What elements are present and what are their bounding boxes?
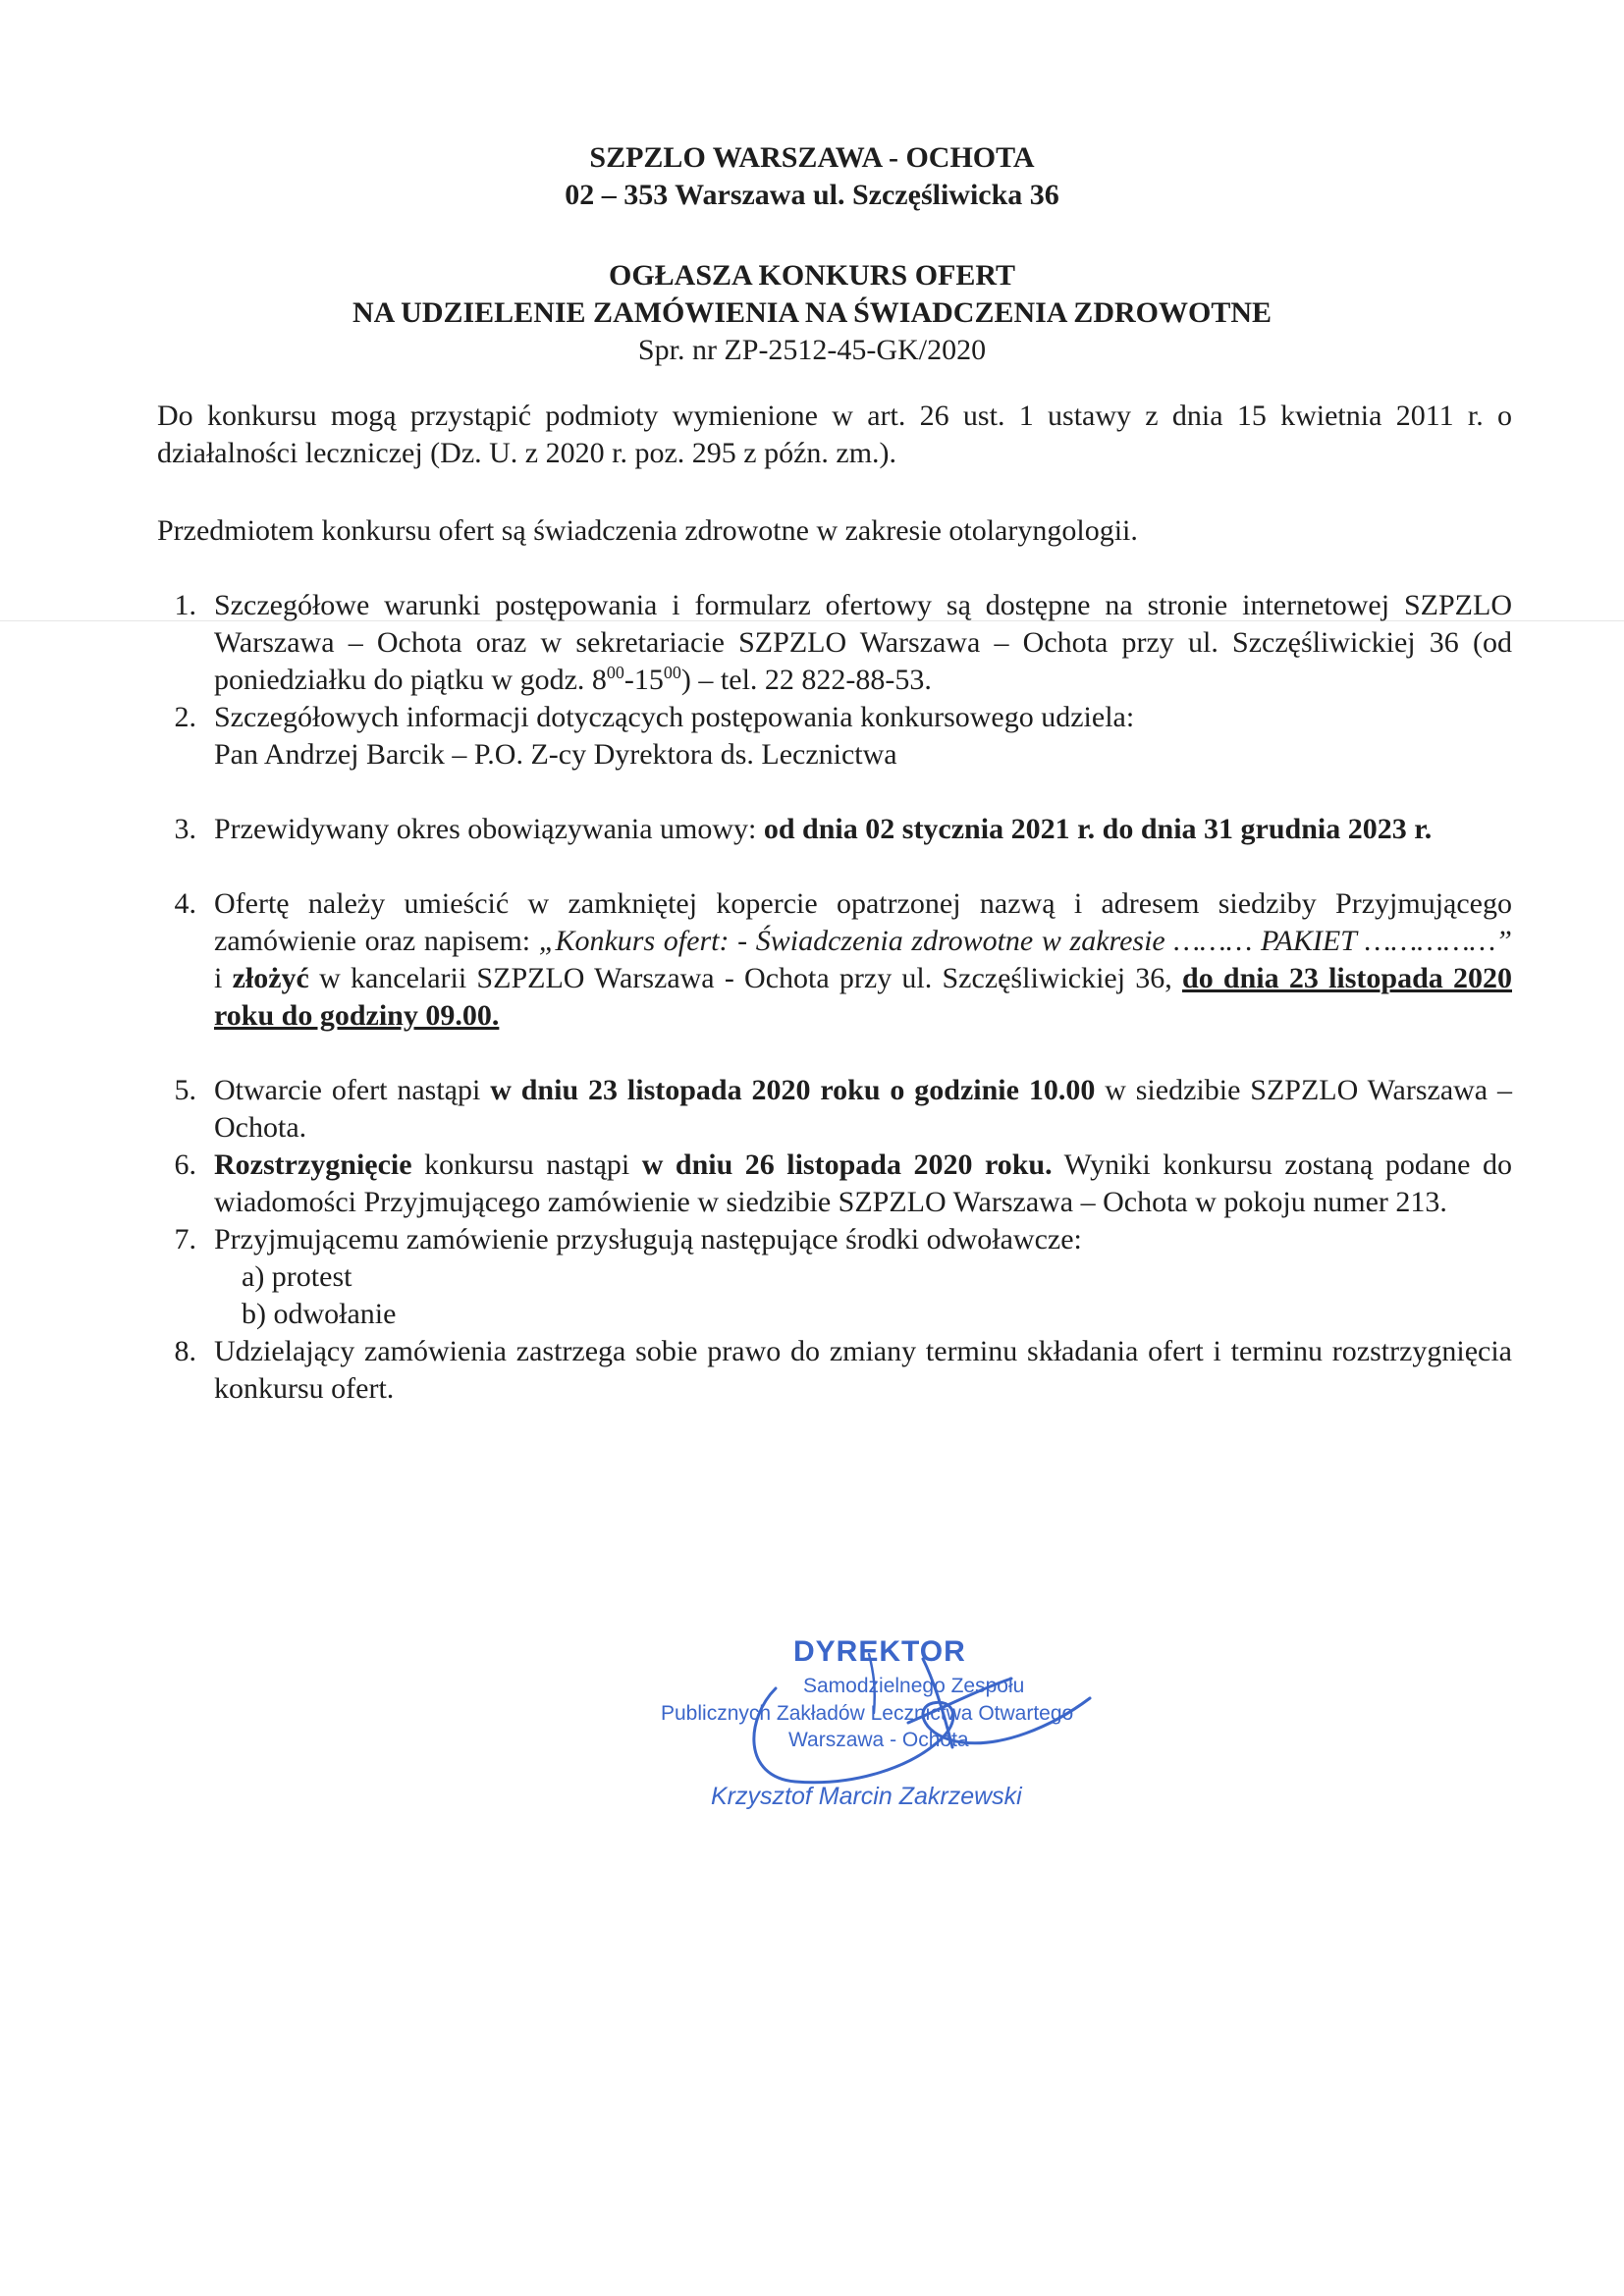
stamp-title: DYREKTOR xyxy=(793,1635,966,1668)
intro-paragraph: Do konkursu mogą przystąpić podmioty wymienione w art. 26 ust. 1 ustawy z dnia 15 kwietnia 2011 r. o działalności leczniczej (Dz. U. z 2020 r. poz. 295 z późn. zm.). xyxy=(157,400,1512,469)
item-number: 8. xyxy=(174,1335,196,1367)
handwritten-signature xyxy=(628,1620,1139,1787)
stamp-line-2: Publicznych Zakładów Lecznictwa Otwartego xyxy=(661,1702,1074,1725)
list-item-2: 2. Szczegółowych informacji dotyczących postępowania konkursowego udziela: Pan Andrzej Barcik – P.O. Z-cy Dyrektora ds. Lecznictwa xyxy=(157,699,1512,774)
item-number: 7. xyxy=(174,1223,196,1255)
opening-date: w dniu 23 listopada 2020 roku o godzinie 10.00 xyxy=(490,1074,1096,1106)
list-item-3: 3. Przewidywany okres obowiązywania umowy: od dnia 02 stycznia 2021 r. do dnia 31 grudnia 2023 r. xyxy=(157,811,1512,848)
item-number: 3. xyxy=(174,813,196,845)
org-header xyxy=(0,139,1624,214)
appeal-measures-list xyxy=(214,1258,1512,1333)
conditions-list xyxy=(157,587,1512,1408)
announcement-header xyxy=(0,257,1624,369)
envelope-label: „Konkurs ofert: - Świadczenia zdrowotne w zakresie ……… PAKIET ……………” xyxy=(538,925,1512,957)
org-address: 02 – 353 Warszawa ul. Szczęśliwicka 36 xyxy=(565,179,1059,211)
list-item-7: 7. Przyjmującemu zamówienie przysługują następujące środki odwoławcze: a) protest b) odwołanie xyxy=(157,1221,1512,1333)
list-item-6: 6. Rozstrzygnięcie konkursu nastąpi w dniu 26 listopada 2020 roku. Wyniki konkursu zostaną podane do wiadomości Przyjmującego zamówienie w siedzibie SZPZLO Warszawa – Ochota w pokoju numer 213. xyxy=(157,1147,1512,1221)
item-number: 4. xyxy=(174,887,196,920)
item-number: 5. xyxy=(174,1074,196,1106)
item-number: 2. xyxy=(174,701,196,733)
list-item-1: 1. Szczegółowe warunki postępowania i formularz ofertowy są dostępne na stronie internetowej SZPZLO Warszawa – Ochota oraz w sekretariacie SZPZLO Warszawa – Ochota przy ul. Szczęśliwickiej 36 (od poniedziałku do piątku w godz. $8^{00}-15^{00}$) – tel. 22 822-88-53. xyxy=(157,587,1512,699)
sub-item-b: b) odwołanie xyxy=(242,1298,397,1330)
announcement-title-line1: OGŁASZA KONKURS OFERT xyxy=(608,259,1016,292)
item-number: 1. xyxy=(174,589,196,621)
list-item-8: 8. Udzielający zamówienia zastrzega sobie prawo do zmiany terminu składania ofert i terminu rozstrzygnięcia konkursu ofert. xyxy=(157,1333,1512,1408)
decision-date: w dniu 26 listopada 2020 roku. xyxy=(641,1148,1053,1181)
contract-period: od dnia 02 stycznia 2021 r. do dnia 31 grudnia 2023 r. xyxy=(763,813,1433,845)
sub-item-a: a) protest xyxy=(242,1260,352,1293)
item-number: 6. xyxy=(174,1148,196,1181)
submission-deadline: do dnia 23 listopada 2020 roku do godziny 09.00. xyxy=(214,962,1513,1032)
director-stamp xyxy=(628,1620,1139,1816)
list-item-4: 4. Ofertę należy umieścić w zamkniętej kopercie opatrzonej nazwą i adresem siedziby Przyjmującego zamówienie oraz napisem: „Konkurs ofert: - Świadczenia zdrowotne w zakresie ……… PAKIET ……………” i złożyć w kancelarii SZPZLO Warszawa - Ochota przy ul. Szczęśliwickiej 36, do dnia 23 listopada 2020 roku do godziny 09.00. xyxy=(157,885,1512,1035)
announcement-title-line2: NA UDZIELENIE ZAMÓWIENIA NA ŚWIADCZENIA ZDROWOTNE xyxy=(352,296,1272,329)
stamp-line-3: Warszawa - Ochota xyxy=(788,1729,969,1751)
case-number: Spr. nr ZP-2512-45-GK/2020 xyxy=(637,334,987,366)
signatory-name: Krzysztof Marcin Zakrzewski xyxy=(711,1783,1022,1810)
list-item-5: 5. Otwarcie ofert nastąpi w dniu 23 listopada 2020 roku o godzinie 10.00 w siedzibie SZPZLO Warszawa – Ochota. xyxy=(157,1072,1512,1147)
stamp-line-1: Samodzielnego Zespołu xyxy=(803,1675,1025,1697)
subject-paragraph: Przedmiotem konkursu ofert są świadczenia zdrowotne w zakresie otolaryngologii. xyxy=(157,514,1138,547)
org-name: SZPZLO WARSZAWA - OCHOTA xyxy=(589,141,1035,174)
